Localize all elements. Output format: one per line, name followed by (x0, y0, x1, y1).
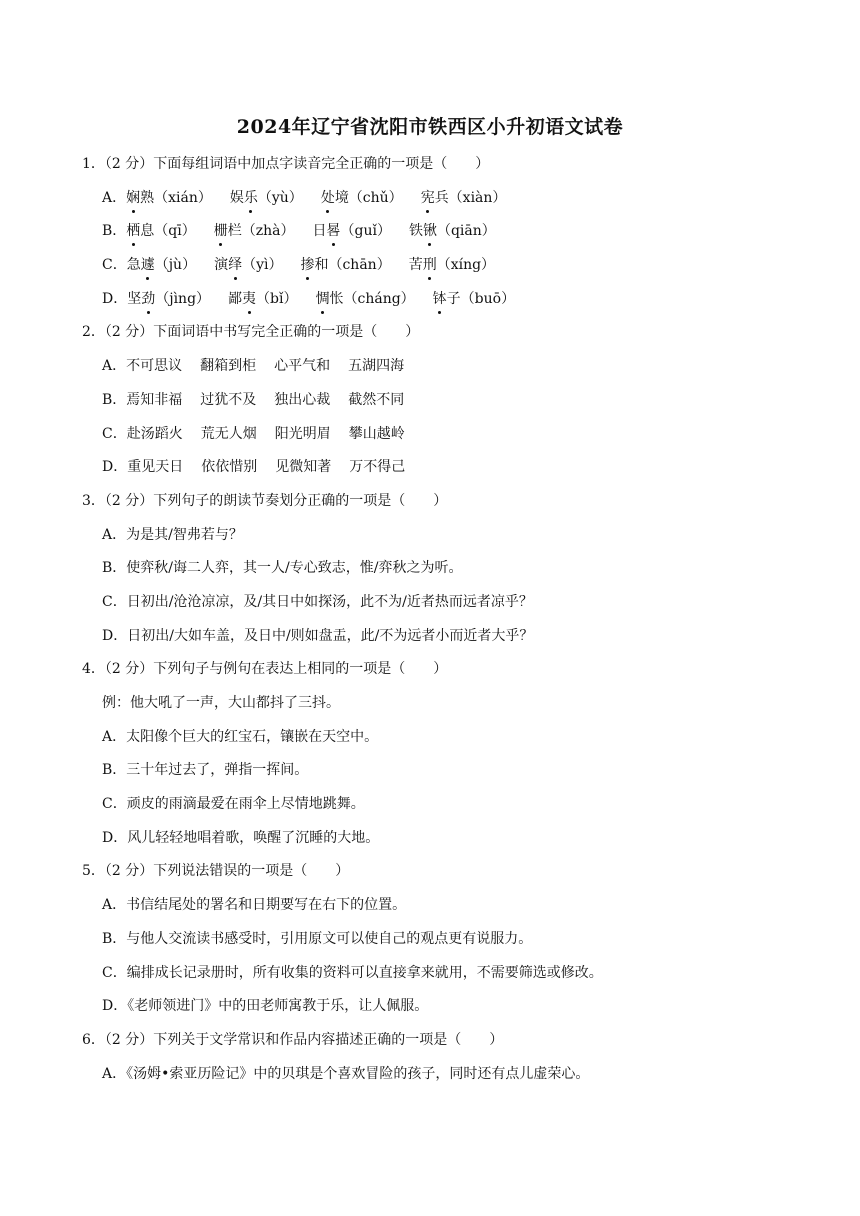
question-2-option-c: C．赴汤蹈火 荒无人烟 阳光明眉 攀山越岭 (102, 425, 405, 442)
question-4-option-c: C．顽皮的雨滴最爱在雨伞上尽情地跳舞。 (102, 796, 365, 813)
question-4-option-a: A．太阳像个巨大的红宝石，镶嵌在天空中。 (102, 728, 379, 745)
question-5-option-b: B．与他人交流读书感受时，引用原文可以使自己的观点更有说服力。 (102, 930, 533, 947)
question-1-option-d: D．坚劲（jìng） 鄙夷（bǐ） 惆怅（cháng） 钵子（buō） (82, 286, 782, 320)
question-2-option-d: D．重见天日 依依惜别 见微知著 万不得己 (102, 459, 406, 476)
question-2-stem: 2．（2 分）下面词语中书写完全正确的一项是（ ） (82, 324, 420, 341)
question-3-option-a: A．为是其/智弗若与？ (102, 526, 243, 543)
question-6-stem: 6．（2 分）下列关于文学常识和作品内容描述正确的一项是（ ） (82, 1031, 504, 1048)
question-6-option-a: A．《汤姆•索亚历险记》中的贝琪是个喜欢冒险的孩子，同时还有点儿虚荣心。 (102, 1065, 590, 1082)
question-1-option-c: C．急遽（jù） 演绎（yì） 掺和（chān） 苦刑（xíng） (82, 252, 782, 286)
question-2-option-a: A．不可思议 翻箱到柜 心平气和 五湖四海 (102, 358, 405, 375)
question-1-stem: 1．（2 分）下面每组词语中加点字读音完全正确的一项是（ ） (82, 156, 490, 172)
question-5-option-a: A．书信结尾处的署名和日期要写在右下的位置。 (102, 897, 407, 914)
question-3-option-b: B．使弈秋/诲二人弈，其一人/专心致志，惟/弈秋之为听。 (102, 560, 463, 577)
question-3-option-d: D．日初出/大如车盖，及日中/则如盘盂，此/不为远者小而近者大乎？ (102, 627, 534, 644)
exam-content (82, 151, 782, 1094)
question-5-stem: 5．（2 分）下列说法错误的一项是（ ） (82, 863, 350, 880)
question-4-option-d: D．风儿轻轻地唱着歌，唤醒了沉睡的大地。 (102, 829, 380, 846)
question-3-option-c: C．日初出/沧沧凉凉，及/其日中如探汤，此不为/近者热而远者凉乎？ (102, 593, 533, 610)
question-1-option-b: B．栖息（qī） 栅栏（zhà） 日晷（guǐ） 铁锹（qiān） (82, 218, 782, 252)
page-title: 2024年辽宁省沈阳市铁西区小升初语文试卷 (236, 116, 624, 138)
question-1-option-a: A．娴熟（xián） 娱乐（yù） 处境（chǔ） 宪兵（xiàn） (82, 185, 782, 219)
question-2-option-b: B．焉知非福 过犹不及 独出心裁 截然不同 (102, 391, 405, 408)
question-5-option-d: D．《老师领进门》中的田老师寓教于乐，让人佩服。 (102, 998, 429, 1015)
question-4-stem: 4．（2 分）下列句子与例句在表达上相同的一项是（ ） (82, 661, 448, 678)
question-3-stem: 3．（2 分）下列句子的朗读节奏划分正确的一项是（ ） (82, 492, 448, 509)
question-5-option-c: C．编排成长记录册时，所有收集的资料可以直接拿来就用，不需要筛选或修改。 (102, 964, 603, 981)
question-4-example: 例：他大吼了一声，大山都抖了三抖。 (102, 695, 340, 711)
question-4-option-b: B．三十年过去了，弹指一挥间。 (102, 762, 309, 779)
